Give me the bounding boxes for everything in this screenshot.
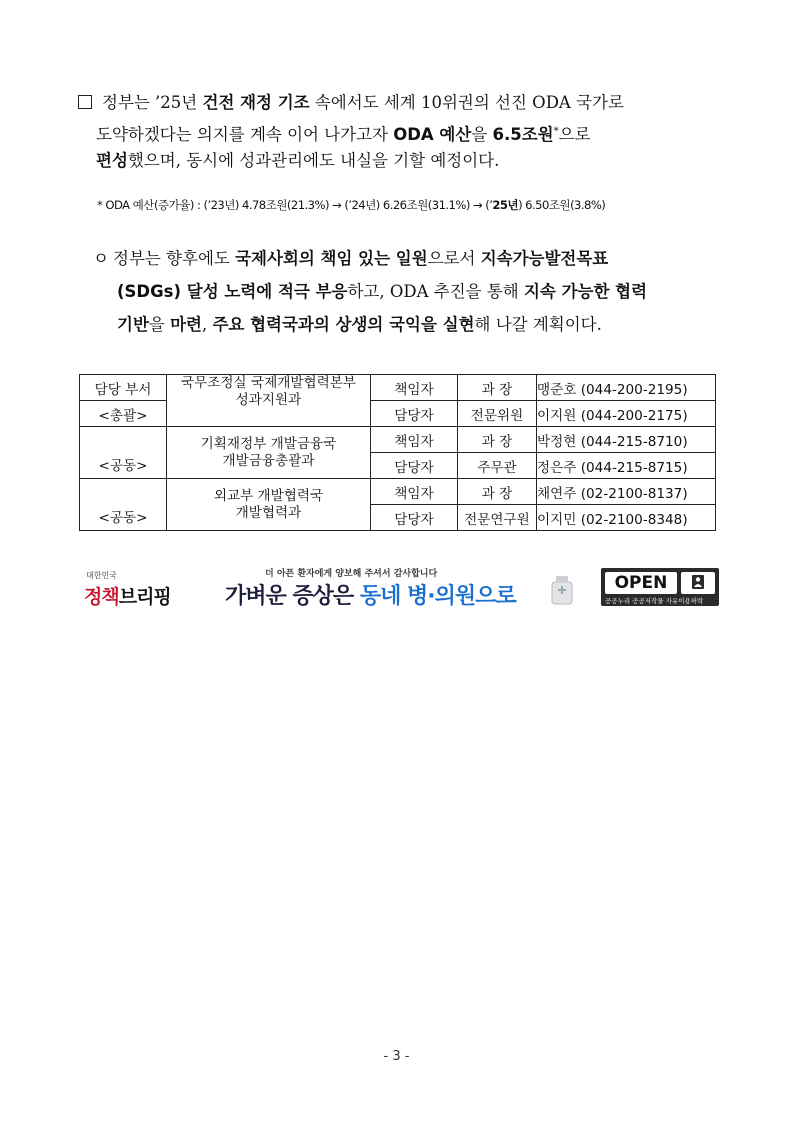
budget-line-1: 정부는 ’25년 건전 재정 기조 속에서도 세계 10위권의 선진 ODA 국가로 bbox=[78, 88, 728, 117]
budget-line-2: 도약하겠다는 의지를 계속 이어 나가고자 ODA 예산을 6.5조원*으로 bbox=[96, 125, 591, 144]
role-sub-label: <공동> bbox=[80, 427, 167, 479]
position-cell: 과 장 bbox=[458, 375, 537, 401]
name-phone-cell: 채연주 (02-2100-8137) bbox=[537, 479, 716, 505]
contact-table bbox=[79, 374, 716, 531]
responsibility-cell: 책임자 bbox=[371, 427, 458, 453]
responsibility-cell: 책임자 bbox=[371, 479, 458, 505]
department-cell: 국무조정실 국제개발협력본부 성과지원과 bbox=[167, 375, 371, 427]
budget-paragraph bbox=[78, 88, 728, 175]
medicine-icon bbox=[546, 572, 578, 606]
table-row bbox=[80, 479, 716, 505]
name-phone-cell: 정은주 (044-215-8715) bbox=[537, 453, 716, 479]
table-row bbox=[80, 427, 716, 453]
name-phone-cell: 박정현 (044-215-8710) bbox=[537, 427, 716, 453]
responsibility-cell: 담당자 bbox=[371, 453, 458, 479]
role-sub-label: <총괄> bbox=[80, 401, 167, 427]
role-label: 담당 부서 bbox=[80, 375, 167, 401]
plan-paragraph bbox=[93, 242, 733, 341]
circle-bullet-icon: ㅇ bbox=[93, 249, 109, 268]
responsibility-cell: 책임자 bbox=[371, 375, 458, 401]
square-bullet-icon bbox=[78, 95, 92, 109]
attribution-person-icon bbox=[681, 572, 715, 594]
budget-footnote: * ODA 예산(증가율) : (’23년) 4.78조원(21.3%) → (’24년) 6.26조원(31.1%) → (’25년) 6.50조원(3.8%) bbox=[97, 198, 606, 212]
responsibility-cell: 담당자 bbox=[371, 505, 458, 531]
position-cell: 전문위원 bbox=[458, 401, 537, 427]
clinic-campaign-banner[interactable]: 더 아픈 환자에게 양보해 주셔서 감사합니다 가벼운 증상은 동네 병·의원으로 bbox=[205, 562, 580, 610]
name-phone-cell: 맹준호 (044-200-2195) bbox=[537, 375, 716, 401]
role-sub-label: <공동> bbox=[80, 479, 167, 531]
plan-line-1: ㅇ 정부는 향후에도 국제사회의 책임 있는 일원으로서 지속가능발전목표 bbox=[93, 242, 733, 275]
open-license-badge[interactable]: OPEN 공공누리 공공저작물 자유이용허락 bbox=[601, 568, 719, 606]
responsibility-cell: 담당자 bbox=[371, 401, 458, 427]
name-phone-cell: 이지원 (044-200-2175) bbox=[537, 401, 716, 427]
position-cell: 과 장 bbox=[458, 479, 537, 505]
page-number: - 3 - bbox=[383, 1049, 410, 1064]
position-cell: 전문연구원 bbox=[458, 505, 537, 531]
footer-banners: 대한민국 정책브리핑 더 아픈 환자에게 양보해 주셔서 감사합니다 가벼운 증상은 동네 병·의원으로 OPEN 공공누리 공공저작물 자유이용허락 bbox=[80, 562, 720, 610]
budget-line-3: 편성했으며, 동시에 성과관리에도 내실을 기할 예정이다. bbox=[96, 151, 500, 170]
department-cell: 외교부 개발협력국 개발협력과 bbox=[167, 479, 371, 531]
department-cell: 기획재정부 개발금융국 개발금융총괄과 bbox=[167, 427, 371, 479]
table-row bbox=[80, 375, 716, 401]
position-cell: 주무관 bbox=[458, 453, 537, 479]
plan-line-3: 기반을 마련, 주요 협력국과의 상생의 국익을 실현해 나갈 계획이다. bbox=[117, 315, 602, 334]
plan-line-2: (SDGs) 달성 노력에 적극 부응하고, ODA 추진을 통해 지속 가능한 협력 bbox=[117, 282, 648, 301]
name-phone-cell: 이지민 (02-2100-8348) bbox=[537, 505, 716, 531]
position-cell: 과 장 bbox=[458, 427, 537, 453]
